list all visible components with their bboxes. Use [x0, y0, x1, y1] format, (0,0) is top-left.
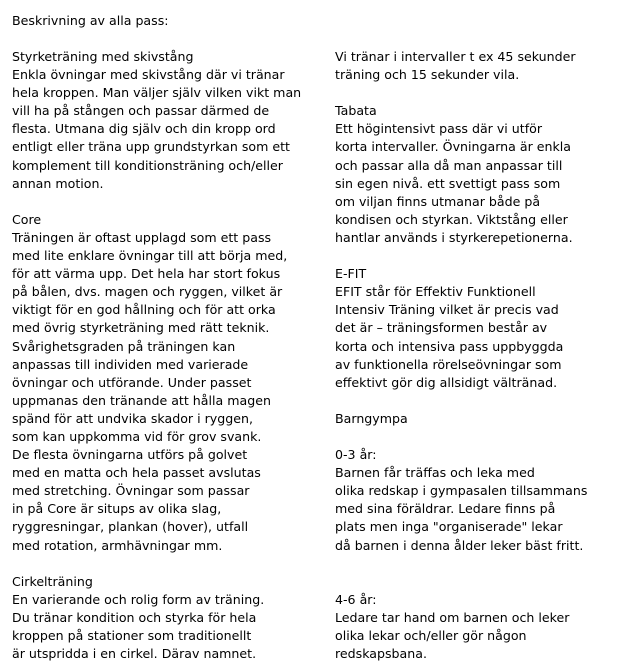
section-barngympa [335, 410, 610, 428]
text-line: olika redskap i gympasalen tillsammans [335, 483, 588, 499]
text-line: som kan uppkomma vid för grov svank. [12, 428, 262, 444]
text-line: övningar och utförande. Under passet [12, 374, 252, 390]
section-subtitle: 4-6 år: [335, 591, 377, 607]
text-line: entligt eller träna upp grundstyrkan som ett [12, 139, 290, 155]
text-line: redskapsbana. [335, 646, 427, 661]
text-line: vill ha på stången och passar därmed de [12, 103, 270, 119]
text-line: med övrig styrketräning med rätt teknik. [12, 320, 270, 336]
text-line: hantlar används i styrkerepetionerna. [335, 229, 573, 245]
text-line: plats men inga "organiserade" lekar [335, 519, 563, 535]
text-line: En varierande och rolig form av träning. [12, 591, 265, 607]
text-line: med sina föräldrar. Ledare finns på [335, 501, 556, 517]
text-line: är utspridda i en cirkel. Därav namnet. [12, 646, 257, 661]
section-title: Tabata [335, 103, 377, 119]
text-line: på bålen, dvs. magen och ryggen, vilket är [12, 284, 283, 300]
spacer [335, 428, 610, 446]
page-title: Beskrivning av alla pass: [12, 13, 169, 28]
spacer [335, 392, 610, 410]
section-subtitle: 0-3 år: [335, 447, 377, 463]
text-line: korta intervaller. Övningarna är enkla [335, 139, 572, 155]
text-line: då barnen i denna ålder leker bäst fritt. [335, 537, 584, 553]
text-line: Träningen är oftast upplagd som ett pass [12, 229, 272, 245]
text-line: Du tränar kondition och styrka för hela [12, 609, 257, 625]
section-title: Cirkelträning [12, 573, 93, 589]
text-line: det är – träningsformen består av [335, 320, 548, 336]
text-line: Enkla övningar med skivstång där vi tränar [12, 67, 285, 83]
text-line: viktigt för en god hållning och för att orka [12, 302, 276, 318]
text-line: flesta. Utmana dig själv och din kropp ord [12, 121, 276, 137]
text-line: in på Core är situps av olika slag, [12, 501, 222, 517]
text-line: spänd för att undvika skador i ryggen, [12, 410, 253, 426]
text-line: kroppen på stationer som traditionellt [12, 628, 252, 643]
right-column [335, 48, 610, 661]
spacer [12, 555, 312, 573]
spacer [335, 84, 610, 102]
section-title: E-FIT [335, 266, 367, 282]
text-line: med lite enklare övningar till att börja med, [12, 248, 288, 264]
text-line: sin egen nivå. ett svettigt pass som [335, 175, 561, 191]
text-line: av funktionella rörelseövningar som [335, 356, 562, 372]
text-line: korta och intensiva pass uppbyggda [335, 338, 564, 354]
text-line: Intensiv Träning vilket är precis vad [335, 302, 559, 318]
section-title: Barngympa [335, 410, 408, 426]
spacer [335, 247, 610, 265]
text-line: Vi tränar i intervaller t ex 45 sekunder [335, 49, 576, 64]
text-line: ryggresningar, plankan (hover), utfall [12, 519, 249, 535]
section-cirkel-continued [335, 48, 610, 84]
section-barngympa-0-3 [335, 446, 610, 555]
text-line: De flesta övningarna utförs på golvet [12, 447, 248, 463]
text-line: uppmanas den tränande att hålla magen [12, 392, 271, 408]
text-line: Barnen får träffas och leka med [335, 465, 535, 481]
section-title: Core [12, 211, 42, 227]
left-column [12, 48, 312, 661]
text-line: med en matta och hela passet avslutas [12, 465, 261, 481]
text-line: anpassas till individen med varierade [12, 356, 249, 372]
text-line: kondisen och styrkan. Viktstång eller [335, 211, 568, 227]
spacer [12, 193, 312, 211]
section-title: Styrketräning med skivstång [12, 49, 194, 64]
text-line: och passar alla då man anpassar till [335, 157, 563, 173]
section-barngympa-4-6 [335, 591, 610, 661]
text-line: om viljan finns utmanar både på [335, 193, 541, 209]
spacer [335, 555, 610, 591]
text-line: EFIT står för Effektiv Funktionell [335, 284, 536, 300]
section-efit [335, 265, 610, 392]
text-line: effektivt gör dig allsidigt vältränad. [335, 374, 558, 390]
text-line: med rotation, armhävningar mm. [12, 537, 223, 553]
section-tabata [335, 102, 610, 247]
text-line: Svårighetsgraden på träningen kan [12, 338, 236, 354]
text-line: komplement till konditionsträning och/eller [12, 157, 283, 173]
section-styrketraning [12, 48, 312, 193]
text-line: hela kroppen. Man väljer själv vilken vikt man [12, 85, 302, 101]
text-line: Ett högintensivt pass där vi utför [335, 121, 543, 137]
section-cirkeltraning [12, 573, 312, 661]
section-core [12, 211, 312, 555]
text-line: annan motion. [12, 175, 104, 191]
text-line: med stretching. Övningar som passar [12, 483, 250, 499]
text-line: Ledare tar hand om barnen och leker [335, 609, 570, 625]
text-line: för att värma upp. Det hela har stort fokus [12, 266, 281, 282]
text-line: träning och 15 sekunder vila. [335, 67, 520, 83]
text-line: olika lekar och/eller gör någon [335, 628, 527, 643]
